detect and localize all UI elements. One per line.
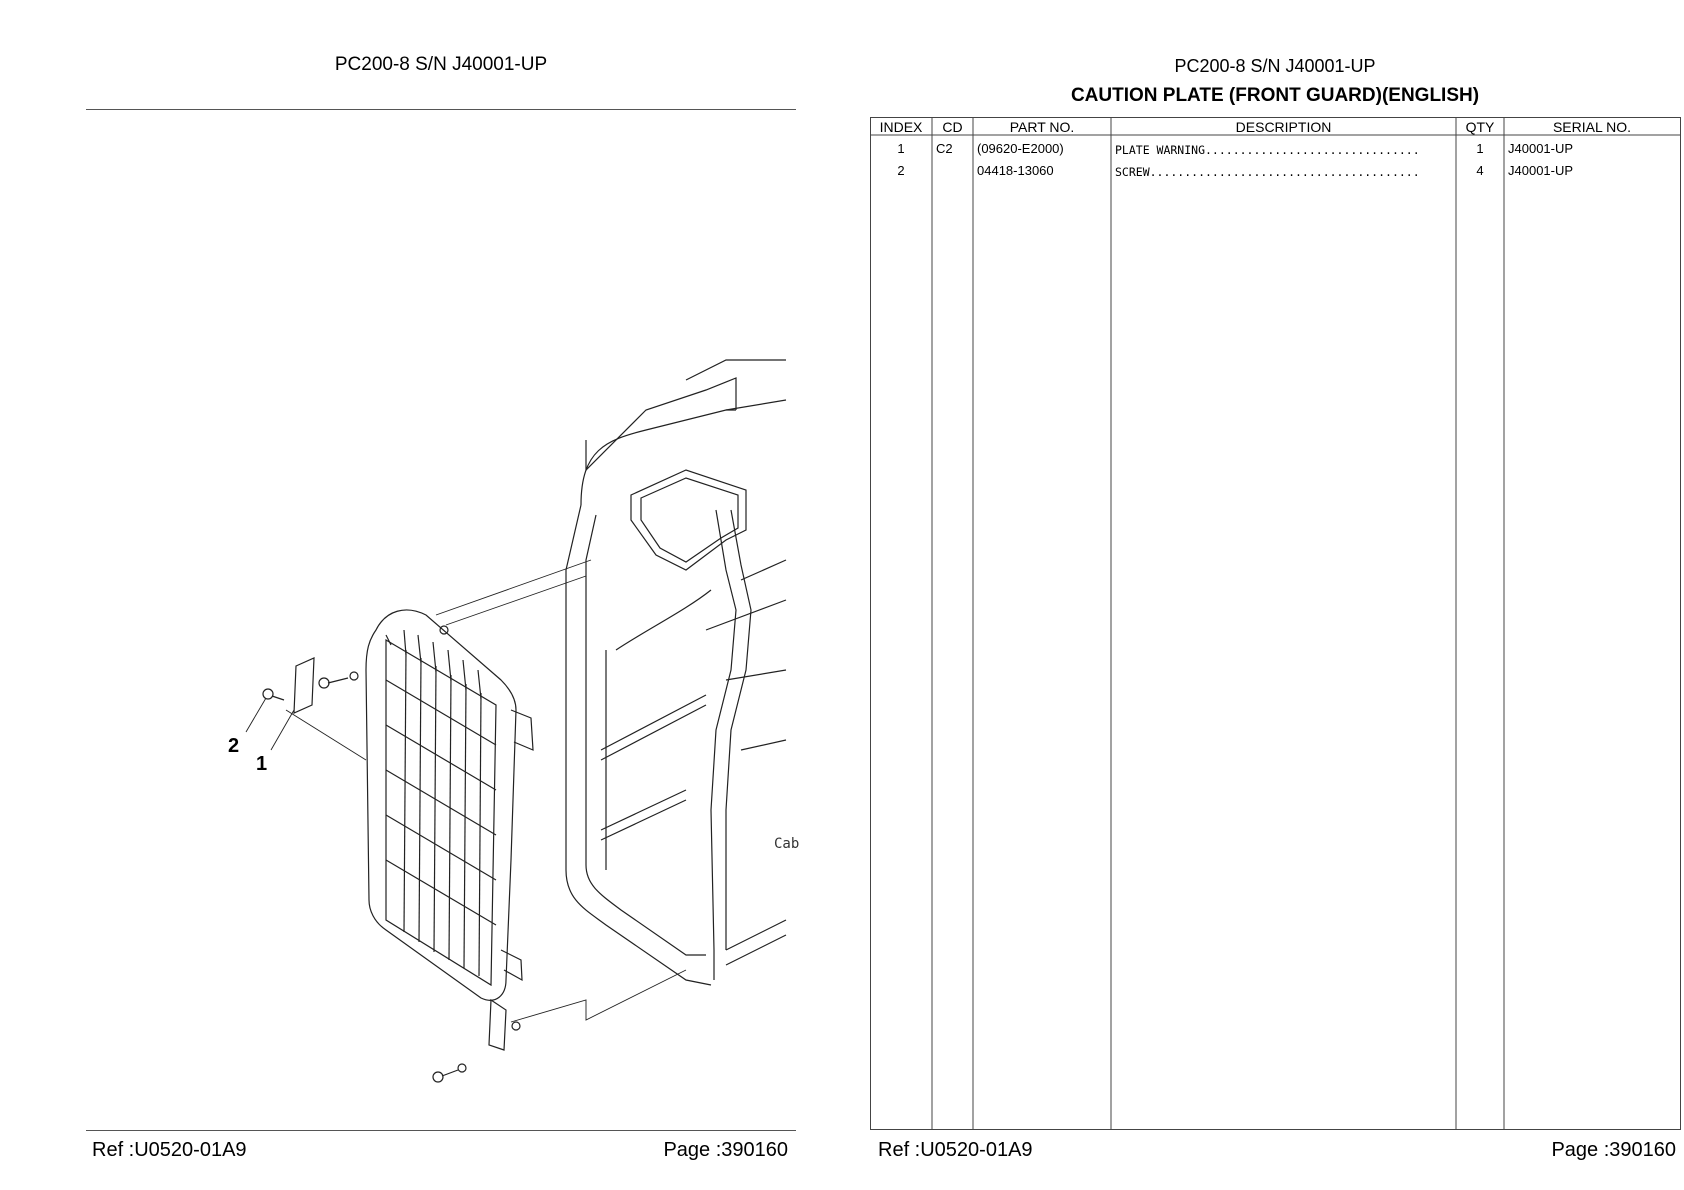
parts-exploded-drawing [86, 110, 800, 1130]
callout-1: 1 [256, 753, 268, 775]
col-header-qty: QTY [1465, 119, 1495, 135]
row-2-part-no: 04418-13060 [977, 163, 1054, 178]
parts-table [870, 117, 1680, 1130]
left-ref-label: Ref :U0520-01A9 [92, 1139, 247, 1161]
row-2-serial: J40001-UP [1508, 163, 1574, 178]
right-page-number: Page :390160 [1551, 1139, 1676, 1161]
col-header-part-no: PART NO. [1009, 119, 1075, 135]
col-header-index: INDEX [879, 119, 923, 135]
col-header-cd: CD [942, 119, 963, 135]
left-page-number: Page :390160 [663, 1139, 788, 1161]
row-1-serial: J40001-UP [1508, 141, 1574, 156]
col-header-description: DESCRIPTION [1235, 119, 1332, 135]
cab-label: Cab [774, 836, 800, 852]
row-2-description: SCREW....................................... [1115, 165, 1420, 179]
row-2-index: 2 [897, 163, 905, 178]
row-1-qty: 1 [1476, 141, 1484, 156]
row-2-qty: 4 [1476, 163, 1484, 178]
parts-table-grid [870, 117, 1680, 1130]
col-header-serial-no: SERIAL NO. [1552, 119, 1632, 135]
row-1-cd: C2 [936, 141, 953, 156]
left-footer-divider [86, 1130, 796, 1131]
right-page-header: PC200-8 S/N J40001-UP [1174, 56, 1376, 76]
row-1-part-no: (09620-E2000) [977, 141, 1064, 156]
right-ref-label: Ref :U0520-01A9 [878, 1139, 1033, 1161]
left-page-header: PC200-8 S/N J40001-UP [334, 54, 548, 75]
callout-2: 2 [228, 735, 240, 757]
parts-list-title: CAUTION PLATE (FRONT GUARD)(ENGLISH) [1070, 85, 1480, 106]
row-1-index: 1 [897, 141, 905, 156]
row-1-description: PLATE WARNING............................... [1115, 143, 1420, 157]
